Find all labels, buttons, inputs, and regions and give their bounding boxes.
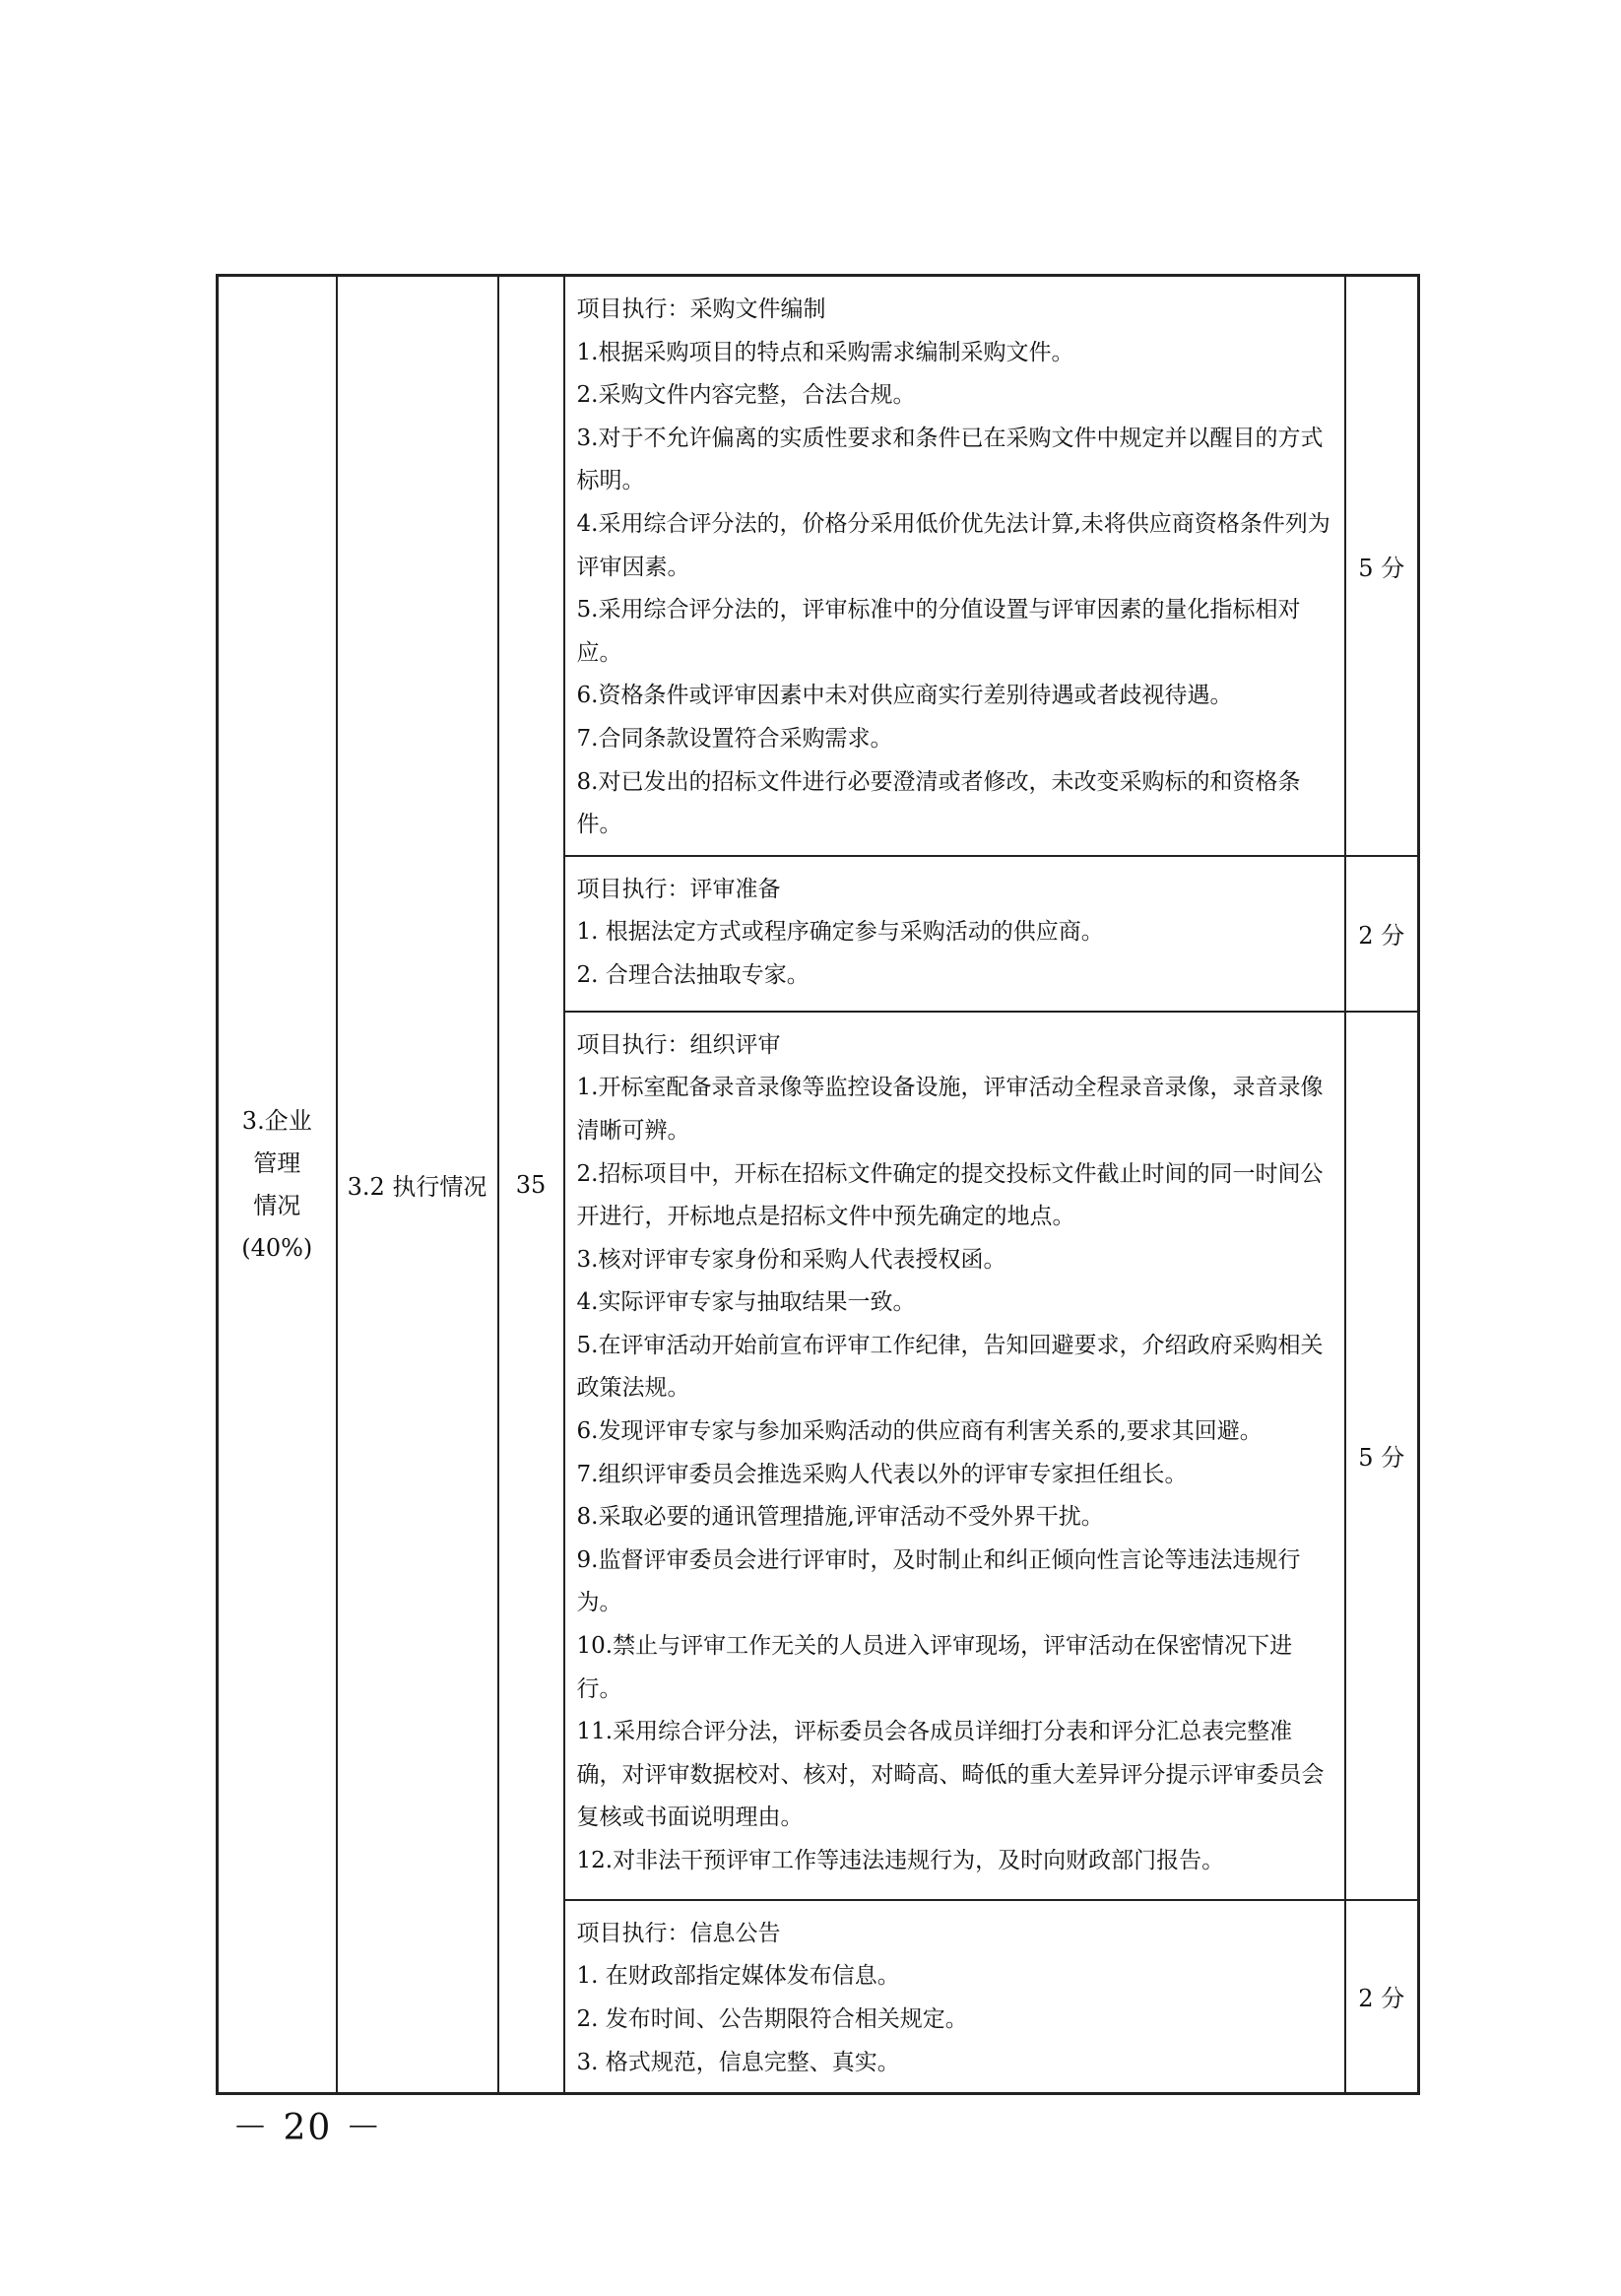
content-item: 10.禁止与评审工作无关的人员进入评审现场，评审活动在保密情况下进行。	[576, 1633, 1293, 1702]
category-line: 管理	[253, 1148, 301, 1177]
content-heading: 项目执行：组织评审	[576, 1031, 781, 1058]
evaluation-table	[216, 274, 1420, 2095]
content-cell	[564, 856, 1345, 1012]
content-item: 2.采购文件内容完整，合法合规。	[576, 382, 916, 409]
content-item: 3. 格式规范，信息完整、真实。	[576, 2049, 900, 2075]
content-item: 1. 在财政部指定媒体发布信息。	[576, 1963, 900, 1990]
content-item: 4.采用综合评分法的，价格分采用低价优先法计算,未将供应商资格条件列为评审因素。	[576, 510, 1330, 580]
content-item: 2. 合理合法抽取专家。	[576, 961, 810, 988]
score-cell: 35	[498, 276, 564, 2094]
category-cell	[218, 276, 337, 2094]
content-item: 2. 发布时间、公告期限符合相关规定。	[576, 2005, 968, 2032]
content-cell	[564, 276, 1345, 856]
content-item: 6.发现评审专家与参加采购活动的供应商有利害关系的,要求其回避。	[576, 1418, 1263, 1445]
content-item: 8.对已发出的招标文件进行必要澄清或者修改，未改变采购标的和资格条件。	[576, 768, 1301, 838]
content-item: 4.实际评审专家与抽取结果一致。	[576, 1289, 916, 1316]
content-heading: 项目执行：采购文件编制	[576, 296, 826, 322]
content-text	[565, 1013, 1344, 1891]
content-item: 8.采取必要的通讯管理措施,评审活动不受外界干扰。	[576, 1504, 1104, 1531]
content-item: 1.开标室配备录音录像等监控设备设施，评审活动全程录音录像，录音录像清晰可辨。	[576, 1075, 1324, 1144]
content-item: 9.监督评审委员会进行评审时，及时制止和纠正倾向性言论等违法违规行为。	[576, 1546, 1301, 1616]
content-item: 12.对非法干预评审工作等违法违规行为，及时向财政部门报告。	[576, 1848, 1225, 1873]
subcategory-cell: 3.2 执行情况	[337, 276, 498, 2094]
content-item: 1.根据采购项目的特点和采购需求编制采购文件。	[576, 339, 1074, 365]
table-row	[218, 276, 1419, 856]
content-text	[565, 857, 1344, 1006]
content-text	[565, 1901, 1344, 2092]
points-cell: 5 分	[1345, 1012, 1419, 1900]
content-item: 5.采用综合评分法的，评审标准中的分值设置与评审因素的量化指标相对应。	[576, 597, 1301, 666]
content-item: 3.对于不允许偏离的实质性要求和条件已在采购文件中规定并以醒目的方式标明。	[576, 425, 1324, 494]
content-item: 3.核对评审专家身份和采购人代表授权函。	[576, 1246, 1006, 1273]
points-cell: 5 分	[1345, 276, 1419, 856]
category-line: 3.企业	[241, 1106, 312, 1135]
page-number: － 20 －	[232, 2108, 383, 2148]
content-heading: 项目执行：评审准备	[576, 876, 781, 902]
content-item: 5.在评审活动开始前宣布评审工作纪律，告知回避要求，介绍政府采购相关政策法规。	[576, 1332, 1324, 1402]
category-line: (40%)	[241, 1233, 313, 1262]
content-cell	[564, 1900, 1345, 2094]
content-item: 2.招标项目中，开标在招标文件确定的提交投标文件截止时间的同一时间公开进行，开标地点是招标文件中预先确定的地点。	[576, 1160, 1324, 1230]
category-line: 情况	[253, 1191, 301, 1219]
content-cell	[564, 1012, 1345, 1900]
content-item: 7.组织评审委员会推选采购人代表以外的评审专家担任组长。	[576, 1461, 1188, 1487]
points-cell: 2 分	[1345, 1900, 1419, 2094]
points-cell: 2 分	[1345, 856, 1419, 1012]
content-item: 6.资格条件或评审因素中未对供应商实行差别待遇或者歧视待遇。	[576, 683, 1233, 709]
content-item: 7.合同条款设置符合采购需求。	[576, 725, 893, 752]
content-item: 1. 根据法定方式或程序确定参与采购活动的供应商。	[576, 919, 1104, 946]
content-item: 11.采用综合评分法，评标委员会各成员详细打分表和评分汇总表完整准确，对评审数据校对、核对，对畸高、畸低的重大差异评分提示评审委员会复核或书面说明理由。	[576, 1719, 1325, 1831]
content-heading: 项目执行：信息公告	[576, 1920, 781, 1946]
content-text	[565, 277, 1344, 855]
